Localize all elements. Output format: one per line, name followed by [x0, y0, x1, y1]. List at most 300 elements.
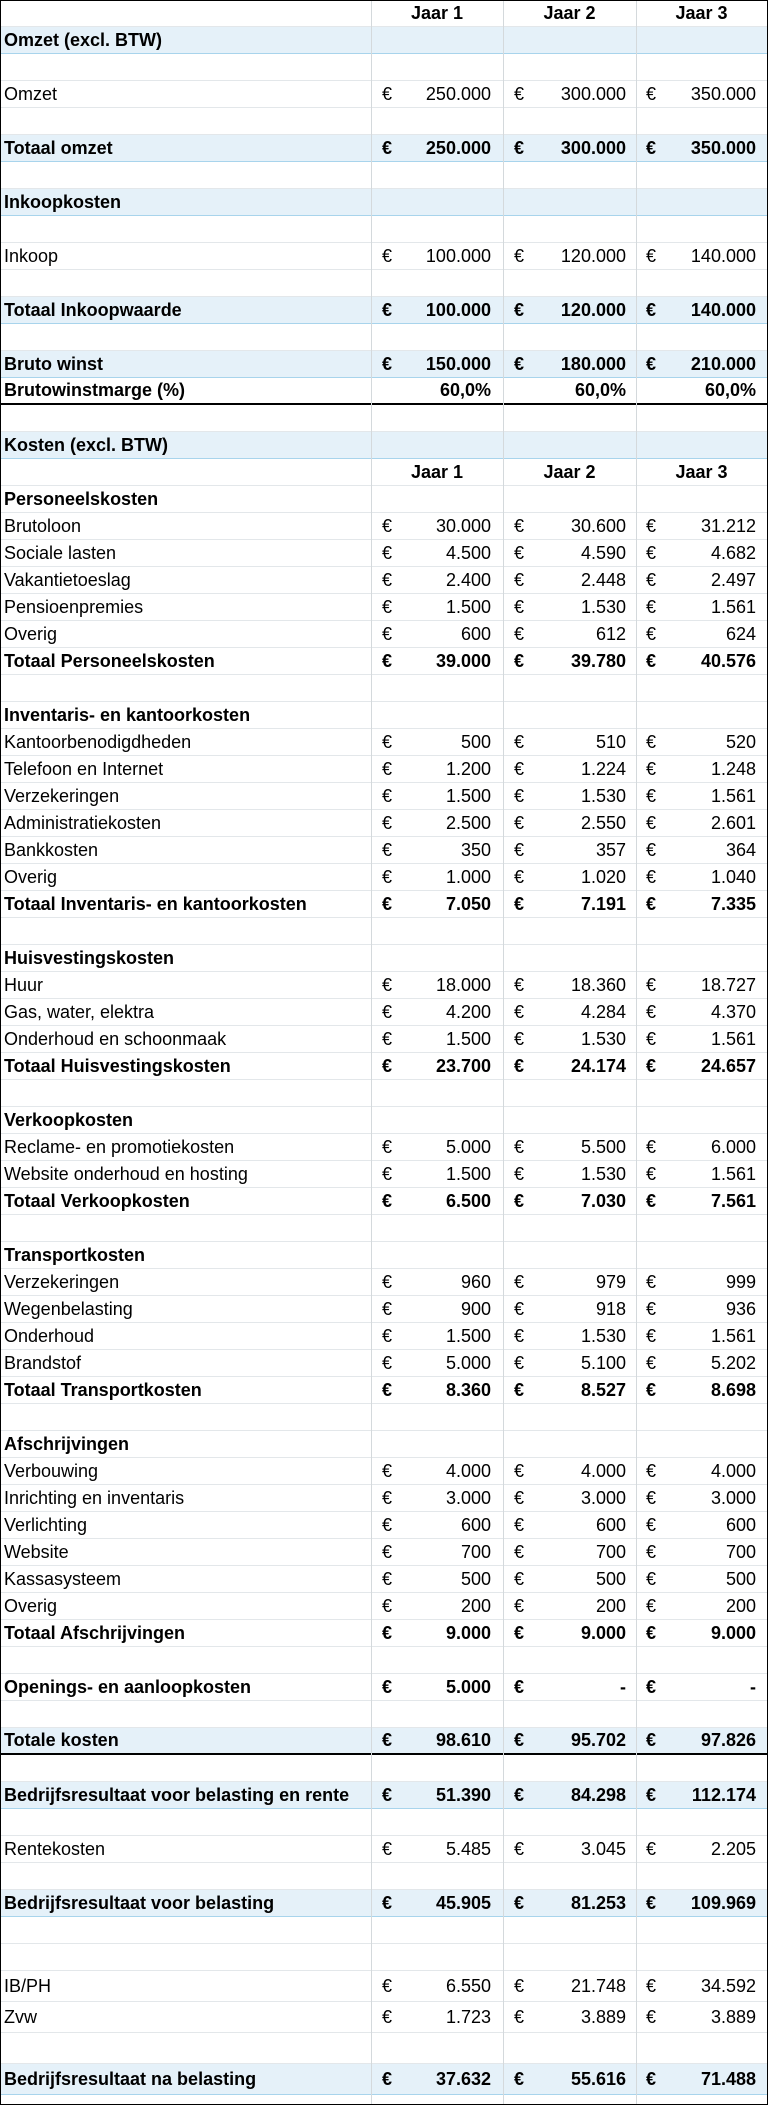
value-cell[interactable]: 1.500 — [445, 1163, 491, 1184]
value-cell[interactable]: 700 — [725, 1541, 756, 1562]
blank-row — [1, 1080, 767, 1107]
value-cell[interactable]: 5.500 — [580, 1136, 626, 1157]
value-cell[interactable]: 109.969 — [690, 1892, 756, 1913]
row-label: Wegenbelasting — [4, 1298, 133, 1319]
blank-row — [1, 1944, 767, 1971]
table-row-openings-en-aanloopkosten — [1, 1674, 767, 1701]
table-row-verzekeringen — [1, 783, 767, 810]
row-label: Totaal Inkoopwaarde — [4, 299, 182, 320]
table-row-brutoloon — [1, 513, 767, 540]
value-cell[interactable]: 2.497 — [710, 569, 756, 590]
value-cell[interactable]: 4.370 — [710, 1001, 756, 1022]
year-header: Jaar 3 — [675, 461, 728, 482]
currency-symbol: € — [514, 893, 525, 914]
currency-symbol: € — [514, 1541, 525, 1562]
row-label: Overig — [4, 1595, 58, 1616]
value-cell[interactable]: 95.702 — [570, 1730, 626, 1750]
blank-row — [1, 1863, 767, 1890]
value-cell[interactable]: 500 — [595, 1568, 626, 1589]
currency-symbol: € — [514, 1298, 525, 1319]
value-cell[interactable]: 612 — [595, 623, 626, 644]
value-cell[interactable]: 999 — [725, 1271, 756, 1292]
section-header-personeelskosten — [1, 486, 767, 513]
currency-symbol: € — [382, 137, 393, 158]
currency-symbol: € — [646, 1730, 657, 1750]
table-row-totaal-transportkosten — [1, 1377, 767, 1404]
table-row-totaal-verkoopkosten — [1, 1188, 767, 1215]
value-cell[interactable]: 4.200 — [445, 1001, 491, 1022]
table-row-ib-ph — [1, 1971, 767, 2002]
value-cell[interactable]: 4.000 — [580, 1460, 626, 1481]
currency-symbol: € — [382, 1487, 393, 1508]
value-cell[interactable]: 8.360 — [445, 1379, 491, 1400]
value-cell[interactable]: 357 — [595, 839, 626, 860]
value-cell[interactable]: 23.700 — [435, 1055, 491, 1076]
value-cell[interactable]: 350.000 — [690, 83, 756, 104]
value-cell[interactable]: 200 — [595, 1595, 626, 1616]
value-cell[interactable]: 98.610 — [435, 1730, 491, 1750]
value-cell[interactable]: 520 — [725, 731, 756, 752]
currency-symbol: € — [646, 1001, 657, 1022]
value-cell[interactable]: 3.000 — [710, 1487, 756, 1508]
row-label: Totaal Inventaris- en kantoorkosten — [4, 893, 307, 914]
value-cell[interactable]: 120.000 — [560, 245, 626, 266]
currency-symbol: € — [382, 83, 393, 104]
currency-symbol: € — [514, 245, 525, 266]
value-cell[interactable]: 4.682 — [710, 542, 756, 563]
value-cell[interactable]: 71.488 — [700, 2068, 756, 2089]
section-header-transportkosten — [1, 1242, 767, 1269]
currency-symbol: € — [382, 1028, 393, 1049]
value-cell[interactable]: 700 — [460, 1541, 491, 1562]
row-label: Verzekeringen — [4, 785, 120, 806]
row-label: Verlichting — [4, 1514, 88, 1535]
currency-symbol: € — [382, 1325, 393, 1346]
value-cell[interactable]: 1.200 — [445, 758, 491, 779]
currency-symbol: € — [382, 245, 393, 266]
column-divider — [636, 1, 637, 2105]
value-cell[interactable]: 140.000 — [690, 245, 756, 266]
currency-symbol: € — [646, 353, 657, 374]
currency-symbol: € — [382, 839, 393, 860]
row-label: Overig — [4, 623, 58, 644]
blank-row — [1, 1215, 767, 1242]
value-cell[interactable]: 81.253 — [570, 1892, 626, 1913]
value-cell[interactable]: 39.780 — [570, 650, 626, 671]
value-cell[interactable]: 918 — [595, 1298, 626, 1319]
value-cell[interactable]: 30.000 — [435, 515, 491, 536]
row-label: Openings- en aanloopkosten — [4, 1676, 252, 1697]
section-title: Huisvestingskosten — [4, 947, 175, 968]
currency-symbol: € — [514, 1676, 525, 1697]
value-cell[interactable]: 4.284 — [580, 1001, 626, 1022]
currency-symbol: € — [382, 974, 393, 995]
value-cell[interactable]: 4.500 — [445, 542, 491, 563]
currency-symbol: € — [514, 1487, 525, 1508]
value-cell[interactable]: 6.000 — [710, 1136, 756, 1157]
value-cell[interactable]: 300.000 — [560, 83, 626, 104]
row-label: Kassasysteem — [4, 1568, 122, 1589]
table-row-verlichting — [1, 1512, 767, 1539]
table-row-vakantietoeslag — [1, 567, 767, 594]
value-cell[interactable]: 1.561 — [710, 1325, 756, 1346]
row-label: Totaal Huisvestingskosten — [4, 1055, 231, 1076]
value-cell[interactable]: 1.561 — [710, 785, 756, 806]
value-cell[interactable]: 5.202 — [710, 1352, 756, 1373]
value-cell[interactable]: 100.000 — [425, 245, 491, 266]
value-cell[interactable]: - — [750, 1676, 756, 1697]
value-cell[interactable]: 210.000 — [690, 353, 756, 374]
value-cell[interactable]: 37.632 — [435, 2068, 491, 2089]
table-row-brandstof — [1, 1350, 767, 1377]
table-row-totaal-afschrijvingen — [1, 1620, 767, 1647]
blank-row — [1, 1809, 767, 1836]
currency-symbol: € — [382, 866, 393, 887]
value-cell[interactable]: 350 — [460, 839, 491, 860]
section-title: Afschrijvingen — [4, 1433, 130, 1454]
currency-symbol: € — [382, 731, 393, 752]
currency-symbol: € — [514, 569, 525, 590]
table-row-huur — [1, 972, 767, 999]
value-cell[interactable]: 24.174 — [570, 1055, 626, 1076]
currency-symbol: € — [514, 785, 525, 806]
currency-symbol: € — [514, 1271, 525, 1292]
table-row-inkoop — [1, 243, 767, 270]
value-cell[interactable]: 900 — [460, 1298, 491, 1319]
value-cell[interactable]: 8.698 — [710, 1379, 756, 1400]
section-header-huisvestingskosten — [1, 945, 767, 972]
value-cell[interactable]: 2.400 — [445, 569, 491, 590]
row-label: Totaal Transportkosten — [4, 1379, 202, 1400]
currency-symbol: € — [514, 596, 525, 617]
value-cell[interactable]: 9.000 — [580, 1622, 626, 1643]
section-header-verkoopkosten — [1, 1107, 767, 1134]
table-row-administratiekosten — [1, 810, 767, 837]
currency-symbol: € — [646, 1676, 657, 1697]
value-cell[interactable]: 1.248 — [710, 758, 756, 779]
value-cell[interactable]: 250.000 — [425, 83, 491, 104]
currency-symbol: € — [514, 1136, 525, 1157]
value-cell[interactable]: 1.500 — [445, 596, 491, 617]
value-cell[interactable]: 84.298 — [570, 1784, 626, 1805]
value-cell[interactable]: 3.889 — [710, 2006, 756, 2027]
blank-row — [1, 1917, 767, 1944]
currency-symbol: € — [382, 1190, 393, 1211]
value-cell[interactable]: 250.000 — [425, 137, 491, 158]
currency-symbol: € — [514, 83, 525, 104]
value-cell[interactable]: 18.727 — [700, 974, 756, 995]
value-cell[interactable]: 24.657 — [700, 1055, 756, 1076]
currency-symbol: € — [382, 1975, 393, 1996]
value-cell[interactable]: 7.335 — [710, 893, 756, 914]
row-label: Reclame- en promotiekosten — [4, 1136, 235, 1157]
value-cell[interactable]: 18.360 — [570, 974, 626, 995]
row-label: Administratiekosten — [4, 812, 162, 833]
value-cell[interactable]: 1.530 — [580, 1325, 626, 1346]
value-cell[interactable]: 1.530 — [580, 1028, 626, 1049]
table-row-overig — [1, 864, 767, 891]
section-header-inkoopkosten — [1, 189, 767, 216]
currency-symbol: € — [382, 1136, 393, 1157]
value-cell[interactable]: 60,0% — [574, 380, 626, 400]
value-cell[interactable]: 1.561 — [710, 1163, 756, 1184]
value-cell[interactable]: 6.550 — [445, 1975, 491, 1996]
value-cell[interactable]: 1.040 — [710, 866, 756, 887]
currency-symbol: € — [646, 758, 657, 779]
currency-symbol: € — [382, 2006, 393, 2027]
blank-row — [1, 54, 767, 81]
section-header-afschrijvingen — [1, 1431, 767, 1458]
row-label: Totaal Personeelskosten — [4, 650, 215, 671]
section-title: Kosten (excl. BTW) — [4, 434, 169, 455]
value-cell[interactable]: 40.576 — [700, 650, 756, 671]
value-cell[interactable]: 1.530 — [580, 596, 626, 617]
value-cell[interactable]: 3.000 — [580, 1487, 626, 1508]
blank-row — [1, 1701, 767, 1728]
value-cell[interactable]: 34.592 — [700, 1975, 756, 1996]
section-header-inventaris-en-kantoorkosten — [1, 702, 767, 729]
value-cell[interactable]: 960 — [460, 1271, 491, 1292]
value-cell[interactable]: 3.000 — [445, 1487, 491, 1508]
value-cell[interactable]: 9.000 — [710, 1622, 756, 1643]
value-cell[interactable]: 3.045 — [580, 1838, 626, 1859]
currency-symbol: € — [646, 1298, 657, 1319]
row-label: Verbouwing — [4, 1460, 99, 1481]
row-label: Totaal Verkoopkosten — [4, 1190, 190, 1211]
value-cell[interactable]: 1.020 — [580, 866, 626, 887]
row-label: Vakantietoeslag — [4, 569, 131, 590]
value-cell[interactable]: 2.500 — [445, 812, 491, 833]
currency-symbol: € — [514, 623, 525, 644]
table-row-telefoon-en-internet — [1, 756, 767, 783]
year-header-row — [1, 459, 767, 486]
value-cell[interactable]: 180.000 — [560, 353, 626, 374]
currency-symbol: € — [382, 515, 393, 536]
value-cell[interactable]: 4.000 — [445, 1460, 491, 1481]
row-label: Brutoloon — [4, 515, 82, 536]
currency-symbol: € — [514, 1325, 525, 1346]
value-cell[interactable]: 5.000 — [445, 1136, 491, 1157]
value-cell[interactable]: 624 — [725, 623, 756, 644]
value-cell[interactable]: 140.000 — [690, 299, 756, 320]
row-label: Onderhoud — [4, 1325, 95, 1346]
row-label: IB/PH — [4, 1975, 52, 1996]
value-cell[interactable]: 1.530 — [580, 785, 626, 806]
currency-symbol: € — [646, 1460, 657, 1481]
value-cell[interactable]: 300.000 — [560, 137, 626, 158]
currency-symbol: € — [382, 1676, 393, 1697]
value-cell[interactable]: 600 — [725, 1514, 756, 1535]
value-cell[interactable]: 1.500 — [445, 785, 491, 806]
value-cell[interactable]: 1.500 — [445, 1028, 491, 1049]
currency-symbol: € — [514, 1514, 525, 1535]
currency-symbol: € — [514, 866, 525, 887]
row-label: Verzekeringen — [4, 1271, 120, 1292]
currency-symbol: € — [646, 1838, 657, 1859]
value-cell[interactable]: 350.000 — [690, 137, 756, 158]
value-cell[interactable]: 5.000 — [445, 1676, 491, 1697]
table-row-bedrijfsresultaat-voor-belasting-en-rente — [1, 1782, 767, 1809]
value-cell[interactable]: 700 — [595, 1541, 626, 1562]
currency-symbol: € — [382, 542, 393, 563]
value-cell[interactable]: 600 — [460, 1514, 491, 1535]
currency-symbol: € — [646, 245, 657, 266]
row-label: Inkoop — [4, 245, 59, 266]
value-cell[interactable]: 1.000 — [445, 866, 491, 887]
value-cell[interactable]: 7.030 — [580, 1190, 626, 1211]
year-header: Jaar 2 — [543, 3, 596, 23]
currency-symbol: € — [514, 299, 525, 320]
row-label: Telefoon en Internet — [4, 758, 164, 779]
value-cell[interactable]: 21.748 — [570, 1975, 626, 1996]
currency-symbol: € — [646, 1379, 657, 1400]
value-cell[interactable]: 5.000 — [445, 1352, 491, 1373]
value-cell[interactable]: 150.000 — [425, 353, 491, 374]
currency-symbol: € — [514, 974, 525, 995]
value-cell[interactable]: 60,0% — [439, 380, 491, 400]
value-cell[interactable]: 1.561 — [710, 596, 756, 617]
currency-symbol: € — [514, 839, 525, 860]
currency-symbol: € — [382, 1568, 393, 1589]
table-row-sociale-lasten — [1, 540, 767, 567]
value-cell[interactable]: 510 — [595, 731, 626, 752]
currency-symbol: € — [514, 2068, 525, 2089]
currency-symbol: € — [646, 1784, 657, 1805]
row-label: Totaal Afschrijvingen — [4, 1622, 186, 1643]
row-label: Bankkosten — [4, 839, 99, 860]
table-row-rentekosten — [1, 1836, 767, 1863]
value-cell[interactable]: 5.100 — [580, 1352, 626, 1373]
value-cell[interactable]: 5.485 — [445, 1838, 491, 1859]
table-row-kassasysteem — [1, 1566, 767, 1593]
currency-symbol: € — [514, 1055, 525, 1076]
value-cell[interactable]: 979 — [595, 1271, 626, 1292]
value-cell[interactable]: 3.889 — [580, 2006, 626, 2027]
currency-symbol: € — [514, 758, 525, 779]
value-cell[interactable]: 364 — [725, 839, 756, 860]
currency-symbol: € — [514, 1622, 525, 1643]
currency-symbol: € — [514, 812, 525, 833]
table-row-totale-kosten — [1, 1728, 767, 1755]
blank-row — [1, 216, 767, 243]
currency-symbol: € — [382, 1541, 393, 1562]
value-cell[interactable]: 39.000 — [435, 650, 491, 671]
table-row-website-onderhoud-en-hosting — [1, 1161, 767, 1188]
value-cell[interactable]: - — [620, 1676, 626, 1697]
currency-symbol: € — [646, 731, 657, 752]
currency-symbol: € — [646, 515, 657, 536]
value-cell[interactable]: 97.826 — [700, 1730, 756, 1750]
currency-symbol: € — [514, 515, 525, 536]
currency-symbol: € — [514, 2006, 525, 2027]
value-cell[interactable]: 55.616 — [570, 2068, 626, 2089]
section-title: Inkoopkosten — [4, 191, 122, 212]
value-cell[interactable]: 500 — [460, 1568, 491, 1589]
currency-symbol: € — [646, 1271, 657, 1292]
table-row-onderhoud — [1, 1323, 767, 1350]
value-cell[interactable]: 100.000 — [425, 299, 491, 320]
currency-symbol: € — [382, 1271, 393, 1292]
value-cell[interactable]: 600 — [595, 1514, 626, 1535]
value-cell[interactable]: 600 — [460, 623, 491, 644]
table-row-brutowinstmarge — [1, 378, 767, 405]
value-cell[interactable]: 112.174 — [691, 1784, 756, 1805]
currency-symbol: € — [382, 1379, 393, 1400]
table-row-wegenbelasting — [1, 1296, 767, 1323]
value-cell[interactable]: 4.000 — [710, 1460, 756, 1481]
value-cell[interactable]: 31.212 — [700, 515, 756, 536]
currency-symbol: € — [646, 1136, 657, 1157]
currency-symbol: € — [646, 1028, 657, 1049]
value-cell[interactable]: 936 — [725, 1298, 756, 1319]
currency-symbol: € — [382, 299, 393, 320]
currency-symbol: € — [646, 2068, 657, 2089]
row-label: Bedrijfsresultaat voor belasting — [4, 1892, 275, 1913]
value-cell[interactable]: 1.561 — [710, 1028, 756, 1049]
value-cell[interactable]: 1.723 — [445, 2006, 491, 2027]
value-cell[interactable]: 2.205 — [710, 1838, 756, 1859]
value-cell[interactable]: 9.000 — [445, 1622, 491, 1643]
value-cell[interactable]: 30.600 — [570, 515, 626, 536]
value-cell[interactable]: 500 — [460, 731, 491, 752]
value-cell[interactable]: 2.550 — [580, 812, 626, 833]
currency-symbol: € — [646, 866, 657, 887]
currency-symbol: € — [514, 1892, 525, 1913]
currency-symbol: € — [646, 785, 657, 806]
currency-symbol: € — [514, 1190, 525, 1211]
value-cell[interactable]: 51.390 — [435, 1784, 491, 1805]
value-cell[interactable]: 8.527 — [580, 1379, 626, 1400]
value-cell[interactable]: 4.590 — [580, 542, 626, 563]
value-cell[interactable]: 500 — [725, 1568, 756, 1589]
currency-symbol: € — [382, 569, 393, 590]
value-cell[interactable]: 2.601 — [710, 812, 756, 833]
section-title: Omzet (excl. BTW) — [4, 29, 163, 50]
value-cell[interactable]: 45.905 — [435, 1892, 491, 1913]
currency-symbol: € — [382, 2068, 393, 2089]
value-cell[interactable]: 18.000 — [435, 974, 491, 995]
value-cell[interactable]: 1.224 — [580, 758, 626, 779]
row-label: Bedrijfsresultaat voor belasting en rente — [4, 1784, 350, 1805]
currency-symbol: € — [382, 650, 393, 671]
value-cell[interactable]: 200 — [725, 1595, 756, 1616]
table-row-totaal-omzet — [1, 135, 767, 162]
currency-symbol: € — [646, 893, 657, 914]
currency-symbol: € — [514, 1163, 525, 1184]
blank-row — [1, 1755, 767, 1782]
value-cell[interactable]: 7.050 — [445, 893, 491, 914]
currency-symbol: € — [646, 812, 657, 833]
table-row-verzekeringen — [1, 1269, 767, 1296]
table-row-pensioenpremies — [1, 594, 767, 621]
value-cell[interactable]: 7.191 — [580, 893, 626, 914]
value-cell[interactable]: 120.000 — [560, 299, 626, 320]
value-cell[interactable]: 2.448 — [580, 569, 626, 590]
table-row-totaal-inventaris-en-kantoorkosten — [1, 891, 767, 918]
row-label: Omzet — [4, 83, 58, 104]
value-cell[interactable]: 1.530 — [580, 1163, 626, 1184]
value-cell[interactable]: 1.500 — [445, 1325, 491, 1346]
value-cell[interactable]: 7.561 — [710, 1190, 756, 1211]
value-cell[interactable]: 6.500 — [445, 1190, 491, 1211]
table-row-reclame-en-promotiekosten — [1, 1134, 767, 1161]
blank-row — [1, 108, 767, 135]
value-cell[interactable]: 60,0% — [704, 380, 756, 400]
currency-symbol: € — [514, 1460, 525, 1481]
currency-symbol: € — [382, 758, 393, 779]
value-cell[interactable]: 200 — [460, 1595, 491, 1616]
row-label: Overig — [4, 866, 58, 887]
